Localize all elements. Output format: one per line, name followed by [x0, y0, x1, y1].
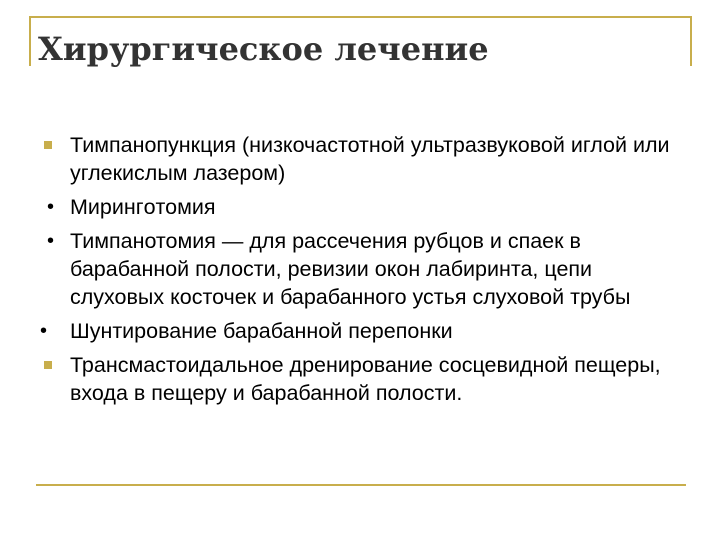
bullet-item — [40, 351, 690, 407]
bullet-text: Тимпанотомия — для рассечения рубцов и спаек в барабанной полости, ревизии окон лабиринта, цепи слуховых косточек и барабанного устья слуховой трубы — [70, 229, 631, 309]
square-bullet-icon — [44, 361, 52, 369]
bullet-text: Шунтирование барабанной перепонки — [70, 319, 453, 343]
bullet-item — [40, 193, 690, 221]
bullet-item — [40, 317, 690, 345]
frame-right-rule — [690, 16, 692, 66]
bullet-text: Тимпанопункция (низкочастотной ультразвуковой иглой или углекислым лазером) — [70, 133, 670, 185]
dot-bullet-icon: • — [47, 230, 55, 252]
slide-title: Хирургическое лечение — [38, 30, 489, 68]
bullet-list — [40, 131, 690, 413]
frame-left-rule — [29, 16, 31, 66]
bullet-text: Трансмастоидальное дренирование сосцевидной пещеры, входа в пещеру и барабанной полости. — [70, 353, 661, 405]
dot-bullet-icon: • — [40, 320, 48, 342]
bottom-rule — [36, 484, 686, 486]
dot-bullet-icon: • — [47, 196, 55, 218]
bullet-text: Мирингoтомия — [70, 195, 216, 219]
bullet-item — [40, 131, 690, 187]
bullet-item — [40, 227, 690, 311]
frame-top-rule — [29, 16, 692, 18]
square-bullet-icon — [44, 141, 52, 149]
